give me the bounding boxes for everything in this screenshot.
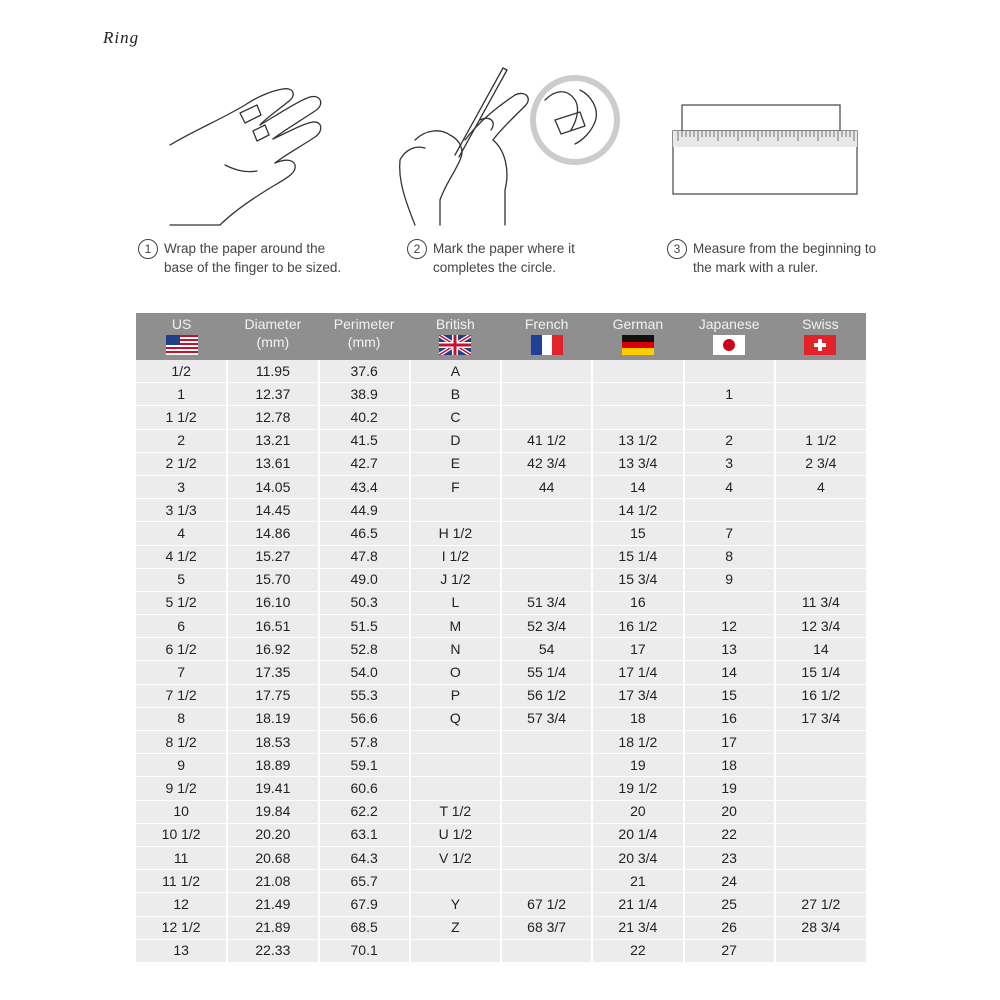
cell-german: 15	[592, 522, 683, 545]
cell-us: 9	[136, 754, 227, 777]
cell-perimeter: 52.8	[319, 638, 410, 661]
table-row	[136, 939, 866, 962]
cell-japanese: 26	[684, 916, 775, 939]
table-row	[136, 754, 866, 777]
cell-german: 13 3/4	[592, 452, 683, 475]
cell-german: 17 1/4	[592, 661, 683, 684]
cell-french: 57 3/4	[501, 707, 592, 730]
table-row	[136, 707, 866, 730]
cell-diameter: 13.21	[227, 429, 318, 452]
cell-french: 42 3/4	[501, 452, 592, 475]
cell-german	[592, 406, 683, 429]
cell-german: 16 1/2	[592, 615, 683, 638]
us-flag-icon	[166, 335, 198, 355]
cell-perimeter: 63.1	[319, 823, 410, 846]
cell-british	[410, 731, 501, 754]
column-header-us	[136, 313, 227, 360]
table-row	[136, 406, 866, 429]
cell-british: I 1/2	[410, 545, 501, 568]
cell-perimeter: 56.6	[319, 707, 410, 730]
cell-perimeter: 50.3	[319, 591, 410, 614]
cell-french	[501, 823, 592, 846]
cell-swiss	[775, 870, 866, 893]
table-row	[136, 522, 866, 545]
cell-british: E	[410, 452, 501, 475]
cell-swiss: 16 1/2	[775, 684, 866, 707]
cell-british	[410, 777, 501, 800]
column-header-label: Swiss	[802, 316, 839, 332]
cell-french	[501, 800, 592, 823]
cell-diameter: 11.95	[227, 360, 318, 383]
cell-french	[501, 777, 592, 800]
cell-us: 1	[136, 383, 227, 406]
cell-perimeter: 70.1	[319, 939, 410, 962]
cell-british: C	[410, 406, 501, 429]
cell-us: 11	[136, 846, 227, 869]
column-header-german	[592, 313, 683, 360]
cell-japanese: 25	[684, 893, 775, 916]
cell-french	[501, 731, 592, 754]
column-header-british	[410, 313, 501, 360]
cell-diameter: 17.75	[227, 684, 318, 707]
column-header-label: French	[524, 316, 569, 332]
cell-us: 1 1/2	[136, 406, 227, 429]
cell-perimeter: 65.7	[319, 870, 410, 893]
cell-perimeter: 59.1	[319, 754, 410, 777]
cell-british: B	[410, 383, 501, 406]
table-row	[136, 661, 866, 684]
cell-swiss: 15 1/4	[775, 661, 866, 684]
cell-german: 21 3/4	[592, 916, 683, 939]
table-header-row	[136, 313, 866, 360]
hand-wrap-illustration	[165, 75, 335, 235]
cell-japanese: 27	[684, 939, 775, 962]
uk-flag-icon	[439, 335, 471, 355]
cell-us: 2	[136, 429, 227, 452]
cell-japanese: 23	[684, 846, 775, 869]
table-row	[136, 731, 866, 754]
cell-us: 10	[136, 800, 227, 823]
step-number: 2	[407, 239, 427, 259]
cell-german: 18	[592, 707, 683, 730]
cell-british: J 1/2	[410, 568, 501, 591]
cell-diameter: 13.61	[227, 452, 318, 475]
cell-swiss	[775, 823, 866, 846]
table-row	[136, 846, 866, 869]
cell-us: 5 1/2	[136, 591, 227, 614]
cell-french: 44	[501, 475, 592, 498]
cell-french	[501, 522, 592, 545]
cell-japanese: 17	[684, 731, 775, 754]
cell-diameter: 17.35	[227, 661, 318, 684]
cell-perimeter: 57.8	[319, 731, 410, 754]
cell-perimeter: 40.2	[319, 406, 410, 429]
table-row	[136, 499, 866, 522]
cell-diameter: 20.20	[227, 823, 318, 846]
cell-japanese: 24	[684, 870, 775, 893]
table-body	[136, 360, 866, 962]
cell-diameter: 22.33	[227, 939, 318, 962]
cell-french	[501, 846, 592, 869]
cell-british: O	[410, 661, 501, 684]
cell-swiss: 17 3/4	[775, 707, 866, 730]
cell-swiss	[775, 522, 866, 545]
column-header-label: US	[171, 316, 192, 332]
cell-japanese: 2	[684, 429, 775, 452]
table-row	[136, 777, 866, 800]
cell-us: 4	[136, 522, 227, 545]
cell-us: 5	[136, 568, 227, 591]
cell-british: P	[410, 684, 501, 707]
table-row	[136, 893, 866, 916]
cell-japanese	[684, 499, 775, 522]
cell-french: 52 3/4	[501, 615, 592, 638]
cell-diameter: 14.05	[227, 475, 318, 498]
cell-diameter: 18.53	[227, 731, 318, 754]
cell-japanese: 22	[684, 823, 775, 846]
cell-japanese	[684, 406, 775, 429]
cell-british: H 1/2	[410, 522, 501, 545]
step-text: Measure from the beginning to the mark with a ruler.	[693, 241, 877, 275]
cell-japanese: 3	[684, 452, 775, 475]
cell-diameter: 12.78	[227, 406, 318, 429]
cell-german: 22	[592, 939, 683, 962]
cell-french	[501, 360, 592, 383]
cell-british	[410, 870, 501, 893]
cell-british: M	[410, 615, 501, 638]
cell-swiss: 27 1/2	[775, 893, 866, 916]
cell-us: 8 1/2	[136, 731, 227, 754]
cell-diameter: 20.68	[227, 846, 318, 869]
cell-perimeter: 49.0	[319, 568, 410, 591]
page-title: Ring	[103, 28, 140, 47]
table-row	[136, 383, 866, 406]
cell-perimeter: 60.6	[319, 777, 410, 800]
cell-german: 17	[592, 638, 683, 661]
cell-us: 12	[136, 893, 227, 916]
column-header-unit: (mm)	[347, 334, 381, 350]
cell-us: 10 1/2	[136, 823, 227, 846]
ruler-illustration	[672, 104, 862, 196]
cell-french	[501, 383, 592, 406]
cell-swiss	[775, 545, 866, 568]
cell-swiss	[775, 406, 866, 429]
cell-german: 14	[592, 475, 683, 498]
cell-us: 4 1/2	[136, 545, 227, 568]
cell-british: D	[410, 429, 501, 452]
cell-german: 20	[592, 800, 683, 823]
cell-japanese: 12	[684, 615, 775, 638]
cell-us: 7 1/2	[136, 684, 227, 707]
cell-british: Y	[410, 893, 501, 916]
cell-diameter: 16.92	[227, 638, 318, 661]
cell-us: 11 1/2	[136, 870, 227, 893]
cell-us: 8	[136, 707, 227, 730]
cell-diameter: 16.10	[227, 591, 318, 614]
cell-british	[410, 499, 501, 522]
cell-french	[501, 870, 592, 893]
cell-japanese: 16	[684, 707, 775, 730]
cell-swiss: 28 3/4	[775, 916, 866, 939]
cell-british: A	[410, 360, 501, 383]
cell-swiss	[775, 383, 866, 406]
cell-swiss	[775, 568, 866, 591]
column-header-unit: (mm)	[256, 334, 290, 350]
cell-japanese	[684, 360, 775, 383]
cell-british: U 1/2	[410, 823, 501, 846]
cell-perimeter: 68.5	[319, 916, 410, 939]
cell-diameter: 16.51	[227, 615, 318, 638]
cell-german: 16	[592, 591, 683, 614]
step-3	[667, 239, 876, 277]
germany-flag-icon	[622, 335, 654, 355]
cell-french	[501, 499, 592, 522]
column-header-swiss	[775, 313, 866, 360]
cell-us: 6	[136, 615, 227, 638]
cell-diameter: 19.41	[227, 777, 318, 800]
cell-diameter: 21.49	[227, 893, 318, 916]
cell-german: 21	[592, 870, 683, 893]
cell-french	[501, 754, 592, 777]
cell-japanese: 8	[684, 545, 775, 568]
table-row	[136, 638, 866, 661]
cell-british: N	[410, 638, 501, 661]
cell-german: 13 1/2	[592, 429, 683, 452]
step-2	[407, 239, 575, 277]
cell-us: 3 1/3	[136, 499, 227, 522]
table-row	[136, 568, 866, 591]
cell-french: 54	[501, 638, 592, 661]
mark-paper-illustration	[395, 60, 625, 230]
table-row	[136, 870, 866, 893]
cell-french	[501, 406, 592, 429]
cell-perimeter: 44.9	[319, 499, 410, 522]
cell-perimeter: 43.4	[319, 475, 410, 498]
cell-german: 17 3/4	[592, 684, 683, 707]
cell-french	[501, 545, 592, 568]
table-row	[136, 684, 866, 707]
cell-swiss	[775, 777, 866, 800]
cell-swiss: 11 3/4	[775, 591, 866, 614]
table-row	[136, 475, 866, 498]
cell-british: Q	[410, 707, 501, 730]
cell-swiss	[775, 731, 866, 754]
cell-us: 1/2	[136, 360, 227, 383]
cell-swiss	[775, 360, 866, 383]
cell-perimeter: 54.0	[319, 661, 410, 684]
cell-perimeter: 38.9	[319, 383, 410, 406]
cell-us: 13	[136, 939, 227, 962]
cell-british	[410, 754, 501, 777]
cell-german: 20 1/4	[592, 823, 683, 846]
cell-swiss	[775, 499, 866, 522]
step-number: 1	[138, 239, 158, 259]
cell-diameter: 14.86	[227, 522, 318, 545]
table-row	[136, 360, 866, 383]
column-header-japanese	[684, 313, 775, 360]
cell-swiss	[775, 846, 866, 869]
cell-french: 68 3/7	[501, 916, 592, 939]
cell-diameter: 15.70	[227, 568, 318, 591]
cell-japanese: 14	[684, 661, 775, 684]
cell-japanese: 7	[684, 522, 775, 545]
cell-swiss: 2 3/4	[775, 452, 866, 475]
cell-german: 14 1/2	[592, 499, 683, 522]
cell-japanese: 1	[684, 383, 775, 406]
table-row	[136, 429, 866, 452]
cell-japanese: 20	[684, 800, 775, 823]
cell-us: 6 1/2	[136, 638, 227, 661]
step-text: Wrap the paper around the base of the finger to be sized.	[164, 241, 342, 275]
cell-british: F	[410, 475, 501, 498]
cell-german: 19	[592, 754, 683, 777]
cell-british: Z	[410, 916, 501, 939]
cell-japanese: 9	[684, 568, 775, 591]
ring-size-table	[136, 313, 866, 963]
cell-japanese: 4	[684, 475, 775, 498]
column-header-perimeter	[319, 313, 410, 360]
cell-french: 67 1/2	[501, 893, 592, 916]
table-row	[136, 591, 866, 614]
cell-perimeter: 41.5	[319, 429, 410, 452]
cell-swiss	[775, 800, 866, 823]
japan-flag-icon	[713, 335, 745, 355]
table-row	[136, 800, 866, 823]
cell-diameter: 21.08	[227, 870, 318, 893]
switzerland-flag-icon	[804, 335, 836, 355]
cell-swiss: 1 1/2	[775, 429, 866, 452]
cell-french: 51 3/4	[501, 591, 592, 614]
cell-french: 55 1/4	[501, 661, 592, 684]
cell-german: 21 1/4	[592, 893, 683, 916]
cell-german	[592, 383, 683, 406]
cell-perimeter: 51.5	[319, 615, 410, 638]
cell-us: 2 1/2	[136, 452, 227, 475]
column-header-label: Diameter	[244, 316, 302, 332]
column-header-label: Perimeter	[333, 316, 395, 332]
cell-diameter: 18.89	[227, 754, 318, 777]
cell-german: 15 1/4	[592, 545, 683, 568]
cell-british: T 1/2	[410, 800, 501, 823]
cell-german: 20 3/4	[592, 846, 683, 869]
table-row	[136, 452, 866, 475]
cell-german: 15 3/4	[592, 568, 683, 591]
column-header-diameter	[227, 313, 318, 360]
cell-perimeter: 67.9	[319, 893, 410, 916]
cell-diameter: 14.45	[227, 499, 318, 522]
cell-swiss: 12 3/4	[775, 615, 866, 638]
cell-german: 19 1/2	[592, 777, 683, 800]
cell-french	[501, 939, 592, 962]
cell-us: 7	[136, 661, 227, 684]
france-flag-icon	[531, 335, 563, 355]
cell-british	[410, 939, 501, 962]
column-header-label: Japanese	[698, 316, 760, 332]
cell-swiss: 14	[775, 638, 866, 661]
cell-french	[501, 568, 592, 591]
cell-british: L	[410, 591, 501, 614]
cell-perimeter: 42.7	[319, 452, 410, 475]
step-1	[138, 239, 341, 277]
step-text: Mark the paper where it completes the circle.	[433, 241, 575, 275]
cell-perimeter: 64.3	[319, 846, 410, 869]
cell-diameter: 19.84	[227, 800, 318, 823]
column-header-label: British	[435, 316, 475, 332]
cell-japanese: 13	[684, 638, 775, 661]
table-row	[136, 545, 866, 568]
cell-japanese: 18	[684, 754, 775, 777]
cell-japanese: 19	[684, 777, 775, 800]
cell-french: 56 1/2	[501, 684, 592, 707]
cell-japanese: 15	[684, 684, 775, 707]
table-row	[136, 823, 866, 846]
cell-swiss: 4	[775, 475, 866, 498]
column-header-label: German	[612, 316, 664, 332]
cell-japanese	[684, 591, 775, 614]
cell-us: 9 1/2	[136, 777, 227, 800]
cell-german: 18 1/2	[592, 731, 683, 754]
cell-diameter: 21.89	[227, 916, 318, 939]
cell-diameter: 12.37	[227, 383, 318, 406]
cell-swiss	[775, 754, 866, 777]
cell-perimeter: 46.5	[319, 522, 410, 545]
cell-diameter: 15.27	[227, 545, 318, 568]
cell-german	[592, 360, 683, 383]
cell-us: 12 1/2	[136, 916, 227, 939]
cell-british: V 1/2	[410, 846, 501, 869]
table-row	[136, 615, 866, 638]
cell-us: 3	[136, 475, 227, 498]
cell-swiss	[775, 939, 866, 962]
step-number: 3	[667, 239, 687, 259]
cell-perimeter: 47.8	[319, 545, 410, 568]
cell-french: 41 1/2	[501, 429, 592, 452]
column-header-french	[501, 313, 592, 360]
cell-perimeter: 37.6	[319, 360, 410, 383]
table-row	[136, 916, 866, 939]
cell-diameter: 18.19	[227, 707, 318, 730]
cell-perimeter: 55.3	[319, 684, 410, 707]
cell-perimeter: 62.2	[319, 800, 410, 823]
